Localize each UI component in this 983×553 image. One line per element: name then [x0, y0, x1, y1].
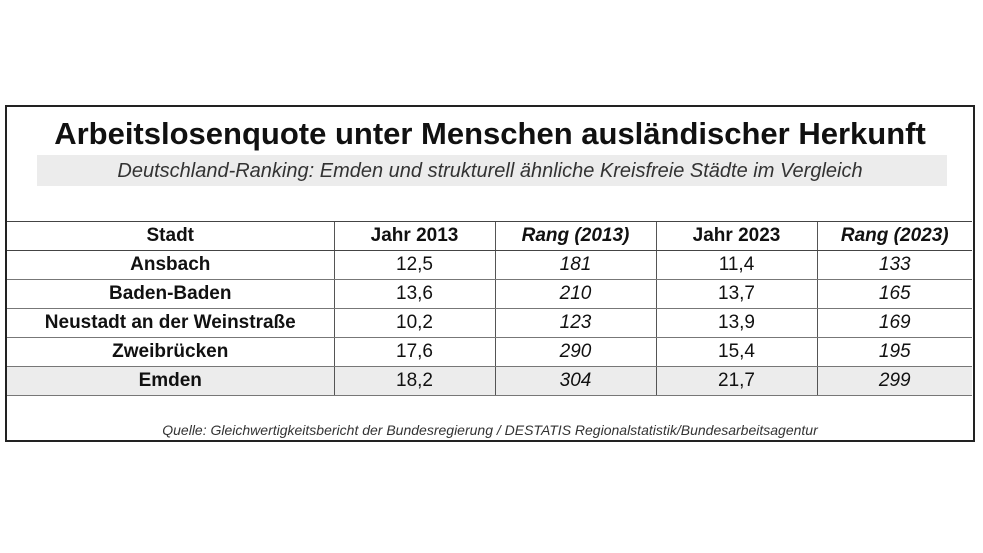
column-header-rang-2023: Rang (2023)	[817, 222, 972, 251]
quote-2013-cell: 18,2	[334, 367, 495, 396]
city-cell: Baden-Baden	[7, 280, 334, 309]
table-row	[7, 251, 972, 280]
rank-2023-cell: 195	[817, 338, 972, 367]
rank-2013-cell: 181	[495, 251, 656, 280]
table-row	[7, 280, 972, 309]
table-header-row	[7, 222, 972, 251]
quote-2023-cell: 15,4	[656, 338, 817, 367]
ranking-table	[7, 221, 972, 396]
table-row	[7, 338, 972, 367]
quote-2023-cell: 11,4	[656, 251, 817, 280]
quote-2013-cell: 17,6	[334, 338, 495, 367]
city-cell: Emden	[7, 367, 334, 396]
table-row-highlighted	[7, 367, 972, 396]
quote-2013-cell: 12,5	[334, 251, 495, 280]
rank-2023-cell: 169	[817, 309, 972, 338]
quote-2023-cell: 13,9	[656, 309, 817, 338]
city-cell: Zweibrücken	[7, 338, 334, 367]
rank-2013-cell: 123	[495, 309, 656, 338]
panel-subtitle: Deutschland-Ranking: Emden und strukturell ähnliche Kreisfreie Städte im Vergleich	[117, 160, 863, 182]
column-header-stadt: Stadt	[7, 222, 334, 251]
rank-2013-cell: 304	[495, 367, 656, 396]
quote-2023-cell: 21,7	[656, 367, 817, 396]
quote-2013-cell: 13,6	[334, 280, 495, 309]
ranking-panel	[5, 105, 975, 442]
panel-title: Arbeitslosenquote unter Menschen ausländischer Herkunft	[54, 116, 926, 151]
city-cell: Neustadt an der Weinstraße	[7, 309, 334, 338]
quote-2023-cell: 13,7	[656, 280, 817, 309]
rank-2023-cell: 165	[817, 280, 972, 309]
source-note: Quelle: Gleichwertigkeitsbericht der Bundesregierung / DESTATIS Regionalstatistik/Bundesarbeitsagentur	[162, 422, 818, 438]
column-header-jahr-2023: Jahr 2023	[656, 222, 817, 251]
rank-2013-cell: 210	[495, 280, 656, 309]
rank-2023-cell: 133	[817, 251, 972, 280]
table-row	[7, 309, 972, 338]
column-header-jahr-2013: Jahr 2013	[334, 222, 495, 251]
quote-2013-cell: 10,2	[334, 309, 495, 338]
rank-2013-cell: 290	[495, 338, 656, 367]
column-header-rang-2013: Rang (2013)	[495, 222, 656, 251]
rank-2023-cell: 299	[817, 367, 972, 396]
city-cell: Ansbach	[7, 251, 334, 280]
